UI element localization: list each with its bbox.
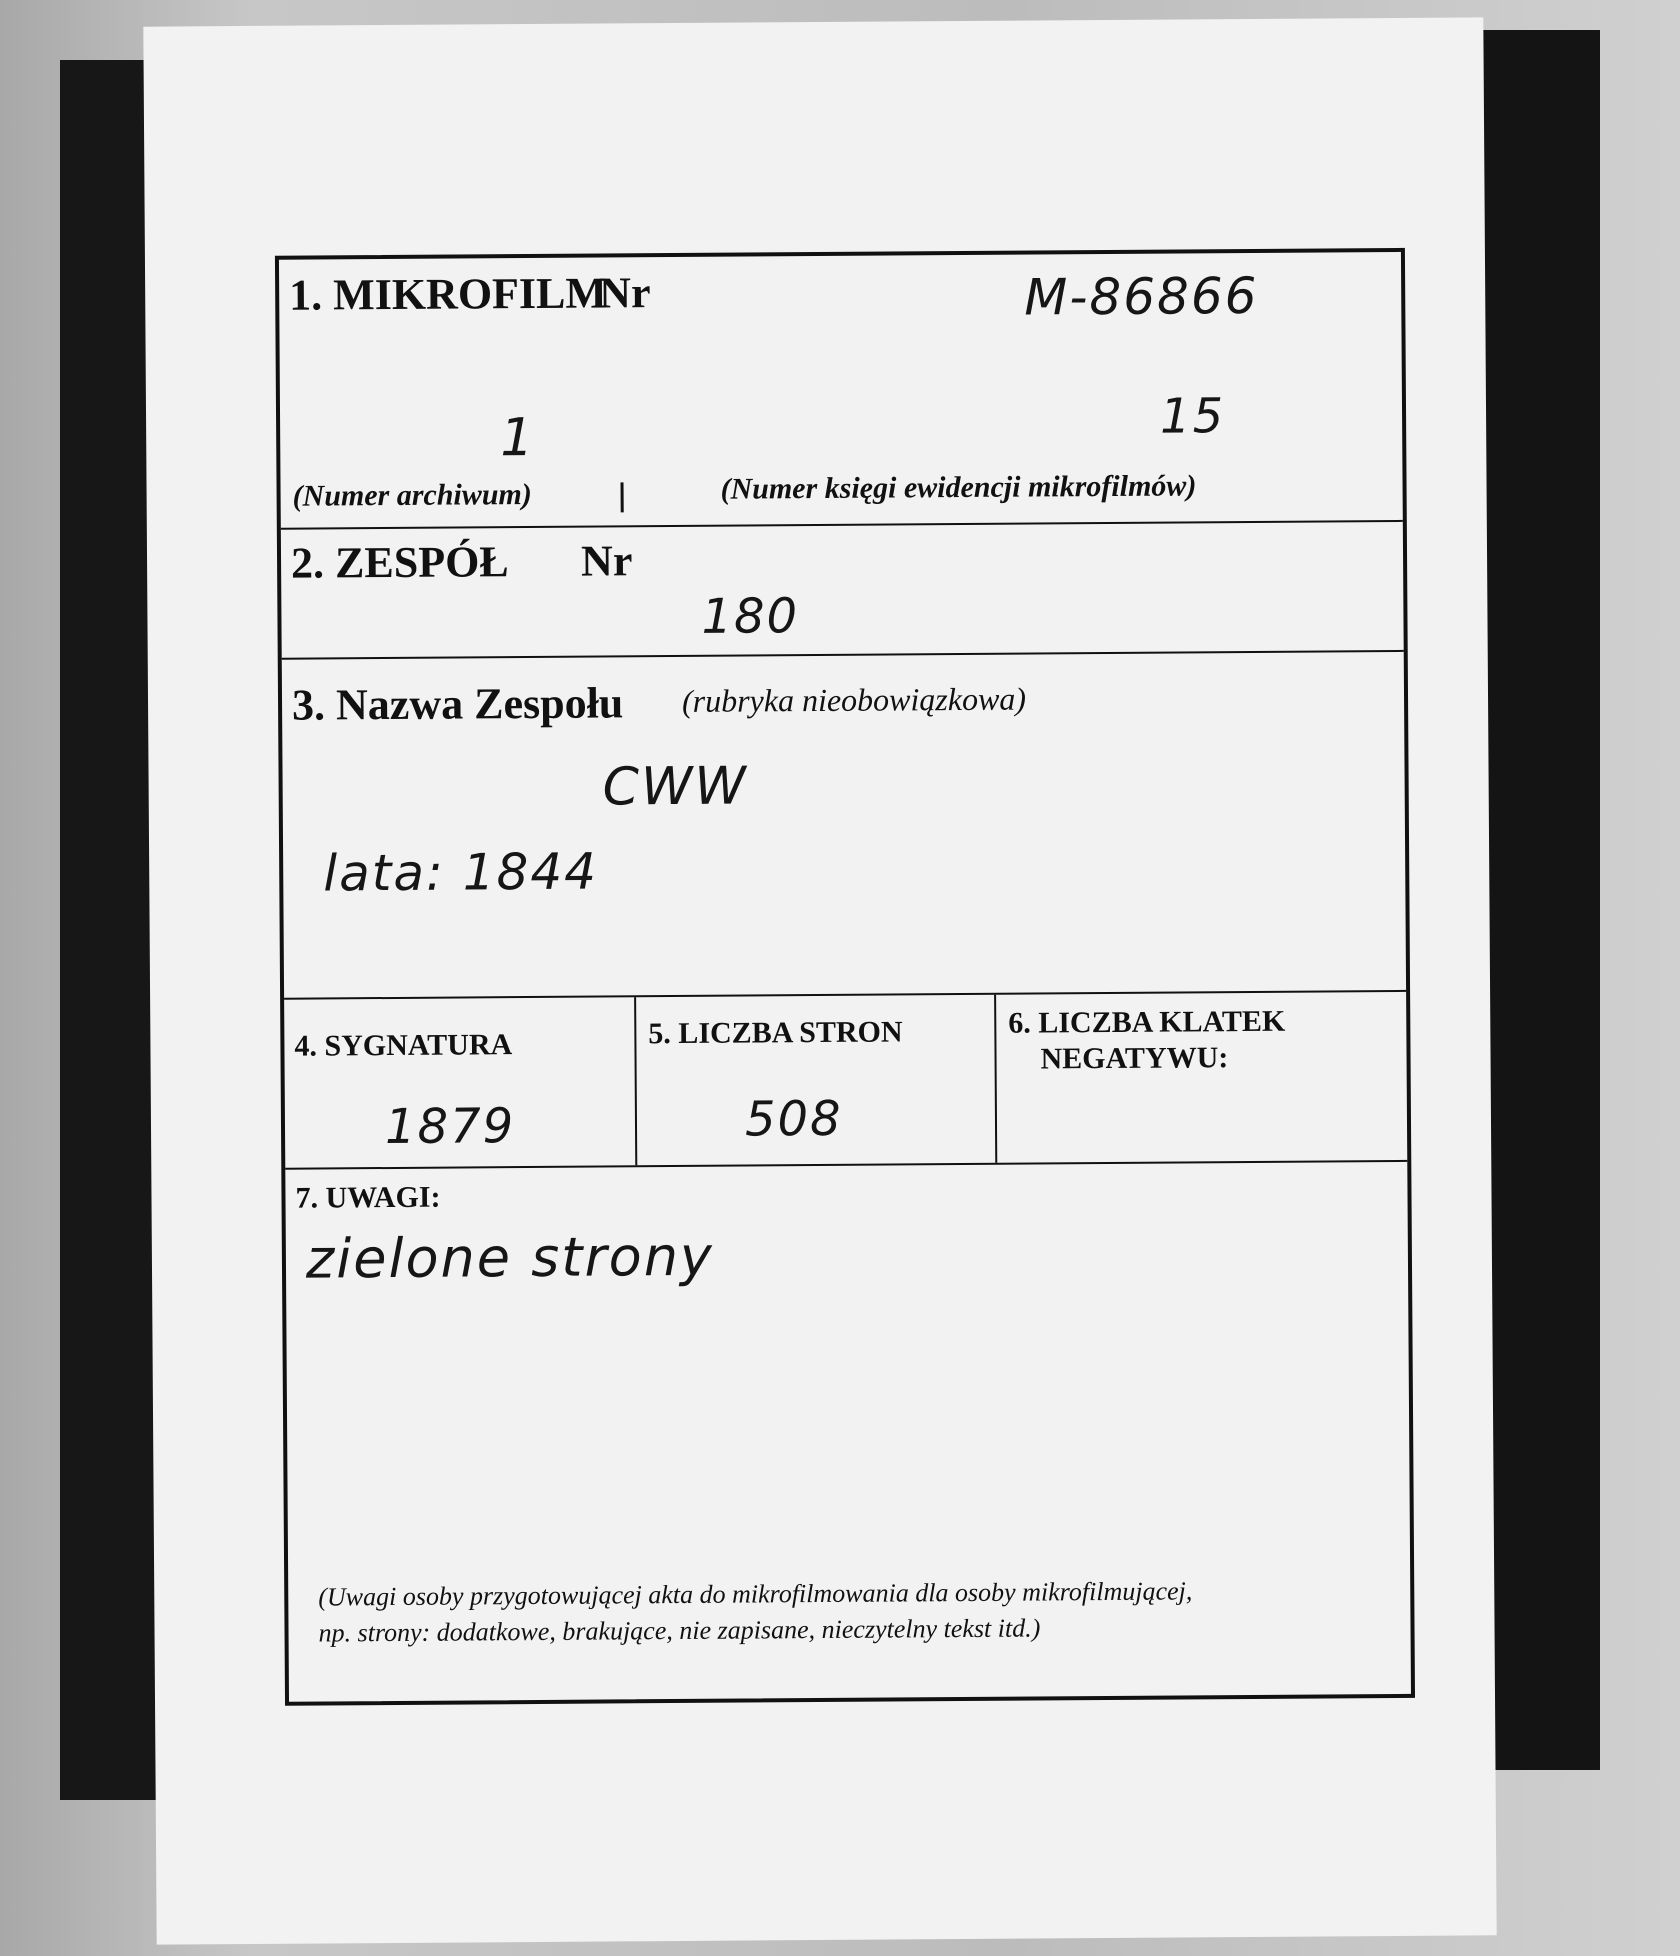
column-divider (994, 995, 997, 1163)
section-microfilm (279, 252, 1403, 530)
archive-number-label: (Numer archiwum) (292, 478, 532, 513)
field-divider (621, 482, 624, 512)
section-signature-pages-frames (284, 992, 1407, 1170)
column-divider (634, 997, 637, 1165)
fonds-years-value: lata: 1844 (323, 842, 599, 903)
fonds-name-hint: (rubryka nieobowiązkowa) (681, 680, 1027, 719)
fonds-name-value: CWW (602, 756, 748, 818)
section-remarks (285, 1162, 1411, 1706)
register-number-value: 15 (1159, 388, 1226, 445)
page-count-label: 5. LICZBA STRON (648, 1015, 903, 1051)
remarks-value: zielone strony (305, 1224, 715, 1291)
microfilm-nr-label: Nr (599, 268, 651, 318)
remarks-label: 7. UWAGI: (295, 1180, 441, 1215)
fonds-label: 2. ZESPÓŁ (290, 537, 509, 588)
section-fonds-name (282, 652, 1406, 1000)
register-number-label: (Numer księgi ewidencji mikrofilmów) (720, 469, 1197, 506)
fonds-name-label: 3. Nazwa Zespołu (291, 678, 624, 730)
page-count-value: 508 (744, 1090, 843, 1148)
signature-label: 4. SYGNATURA (294, 1028, 513, 1063)
remarks-instruction-line2: np. strony: dodatkowe, brakujące, nie zapisane, nieczytelny tekst itd.) (318, 1613, 1041, 1648)
negative-frames-label: 6. LICZBA KLATEK (1008, 1004, 1286, 1040)
archive-number-value: 1 (499, 407, 536, 469)
microfilm-number-value: M-86866 (1024, 266, 1259, 327)
fonds-nr-label: Nr (580, 536, 633, 586)
signature-value: 1879 (384, 1098, 516, 1156)
remarks-instruction-line1: (Uwagi osoby przygotowującej akta do mikrofilmowania dla osoby mikrofilmującej, (318, 1576, 1193, 1612)
microfilm-card (143, 17, 1496, 1944)
section-fonds (281, 522, 1404, 660)
form-table (275, 248, 1415, 1706)
negative-frames-label-line2: NEGATYWU: (1040, 1041, 1229, 1076)
fonds-number-value: 180 (701, 588, 800, 645)
microfilm-label: 1. MIKROFILM (289, 268, 608, 320)
